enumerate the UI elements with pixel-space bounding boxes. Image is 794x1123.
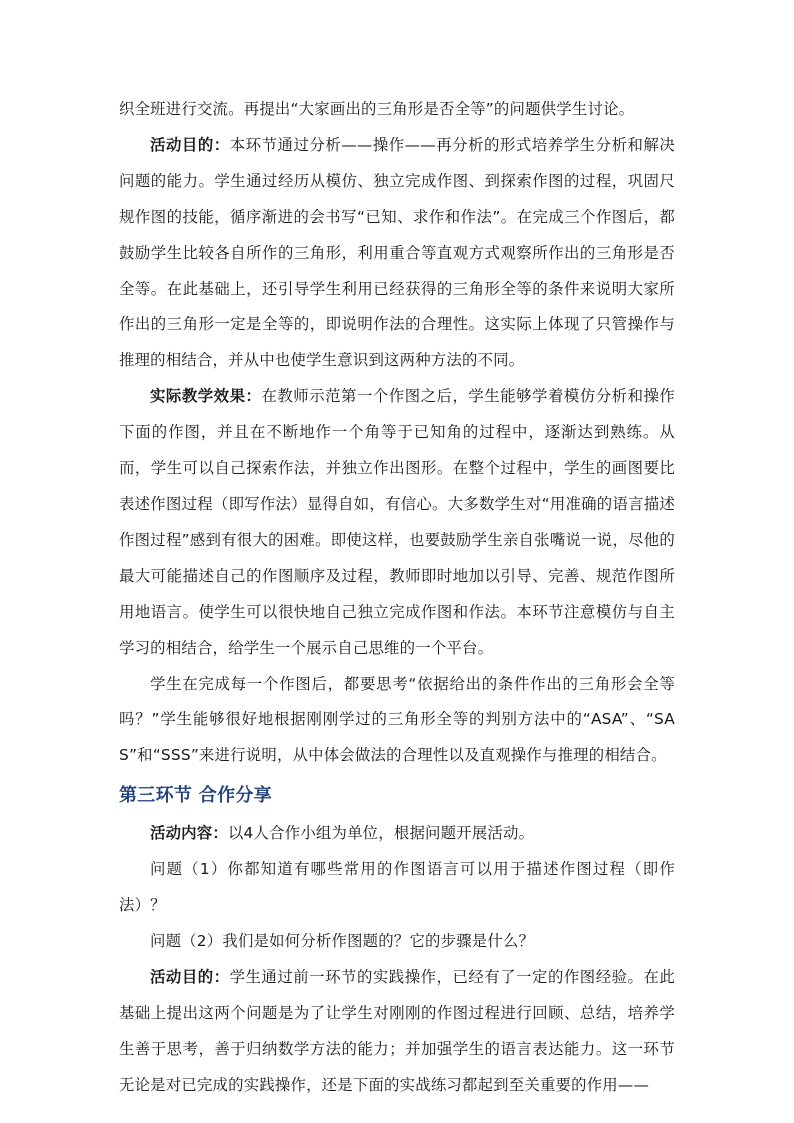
activity-purpose-label-2: 活动目的： xyxy=(150,967,230,986)
activity-content-text: 以4人合作小组为单位，根据问题开展活动。 xyxy=(227,824,535,843)
paragraph-teaching-effect xyxy=(119,379,675,666)
paragraph-activity-purpose-1 xyxy=(119,128,675,379)
paragraph-activity-content xyxy=(119,816,675,852)
teaching-effect-label: 实际教学效果： xyxy=(150,387,262,406)
paragraph-activity-purpose-2 xyxy=(119,960,675,1104)
question-1: 问题（1）你都知道有哪些常用的作图语言可以用于描述作图过程（即作法）？ xyxy=(119,860,675,915)
activity-purpose-text-2: 学生通过前一环节的实践操作，已经有了一定的作图经验。在此基础上提出这两个问题是为了让学生对刚刚的作图过程进行回顾、总结，培养学生善于思考，善于归纳数学方法的能力；并加强学生的语言表达能力。这一环节无论是对已完成的实践操作，还是下面的实战练习都起到至关重要的作用—— xyxy=(119,967,675,1094)
document-page xyxy=(119,92,675,1103)
question-2: 问题（2）我们是如何分析作图题的？它的步骤是什么？ xyxy=(150,931,535,950)
paragraph-continuation: 织全班进行交流。再提出“大家画出的三角形是否全等”的问题供学生讨论。 xyxy=(119,100,635,118)
activity-purpose-text: 本环节通过分析——操作——再分析的形式培养学生分析和解决问题的能力。学生通过经历从模仿、独立完成作图、到探索作图的过程，巩固尺规作图的技能，循序渐进的会书写“已知、求作和作法”。在完成三个作图后，都鼓励学生比较各自所作的三角形，利用重合等直观方式观察所作出的三角形是否全等。在此基础上，还引导学生利用已经获得的三角形全等的条件来说明大家所作出的三角形一定是全等的，即说明作法的合理性。这实际上体现了只管操作与推理的相结合，并从中也使学生意识到这两种方法的不同。 xyxy=(119,135,675,370)
teaching-effect-text: 在教师示范第一个作图之后，学生能够学着模仿分析和操作下面的作图，并且在不断地作一个角等于已知角的过程中，逐渐达到熟练。从而，学生可以自己探索作法，并独立作出图形。在整个过程中，学生的画图要比表述作图过程（即写作法）显得自如，有信心。大多数学生对“用准确的语言描述作图过程”感到有很大的困难。即使这样，也要鼓励学生亲自张嘴说一说，尽他的最大可能描述自己的作图顺序及过程，教师即时地加以引导、完善、规范作图所用地语言。使学生可以很快地自己独立完成作图和作法。本环节注意模仿与自主学习的相结合，给学生一个展示自己思维的一个平台。 xyxy=(119,387,675,657)
activity-content-label: 活动内容： xyxy=(150,824,228,843)
activity-purpose-label: 活动目的： xyxy=(150,135,230,154)
section-heading: 第三环节 合作分享 xyxy=(119,785,272,807)
paragraph-reflection: 学生在完成每一个作图后，都要思考“依据给出的条件作出的三角形会全等吗？”学生能够很好地根据刚刚学过的三角形全等的判别方法中的“ASA”、“SAS”和“SSS”来进行说明，从中体会做法的合理性以及直观操作与推理的相结合。 xyxy=(119,674,675,765)
